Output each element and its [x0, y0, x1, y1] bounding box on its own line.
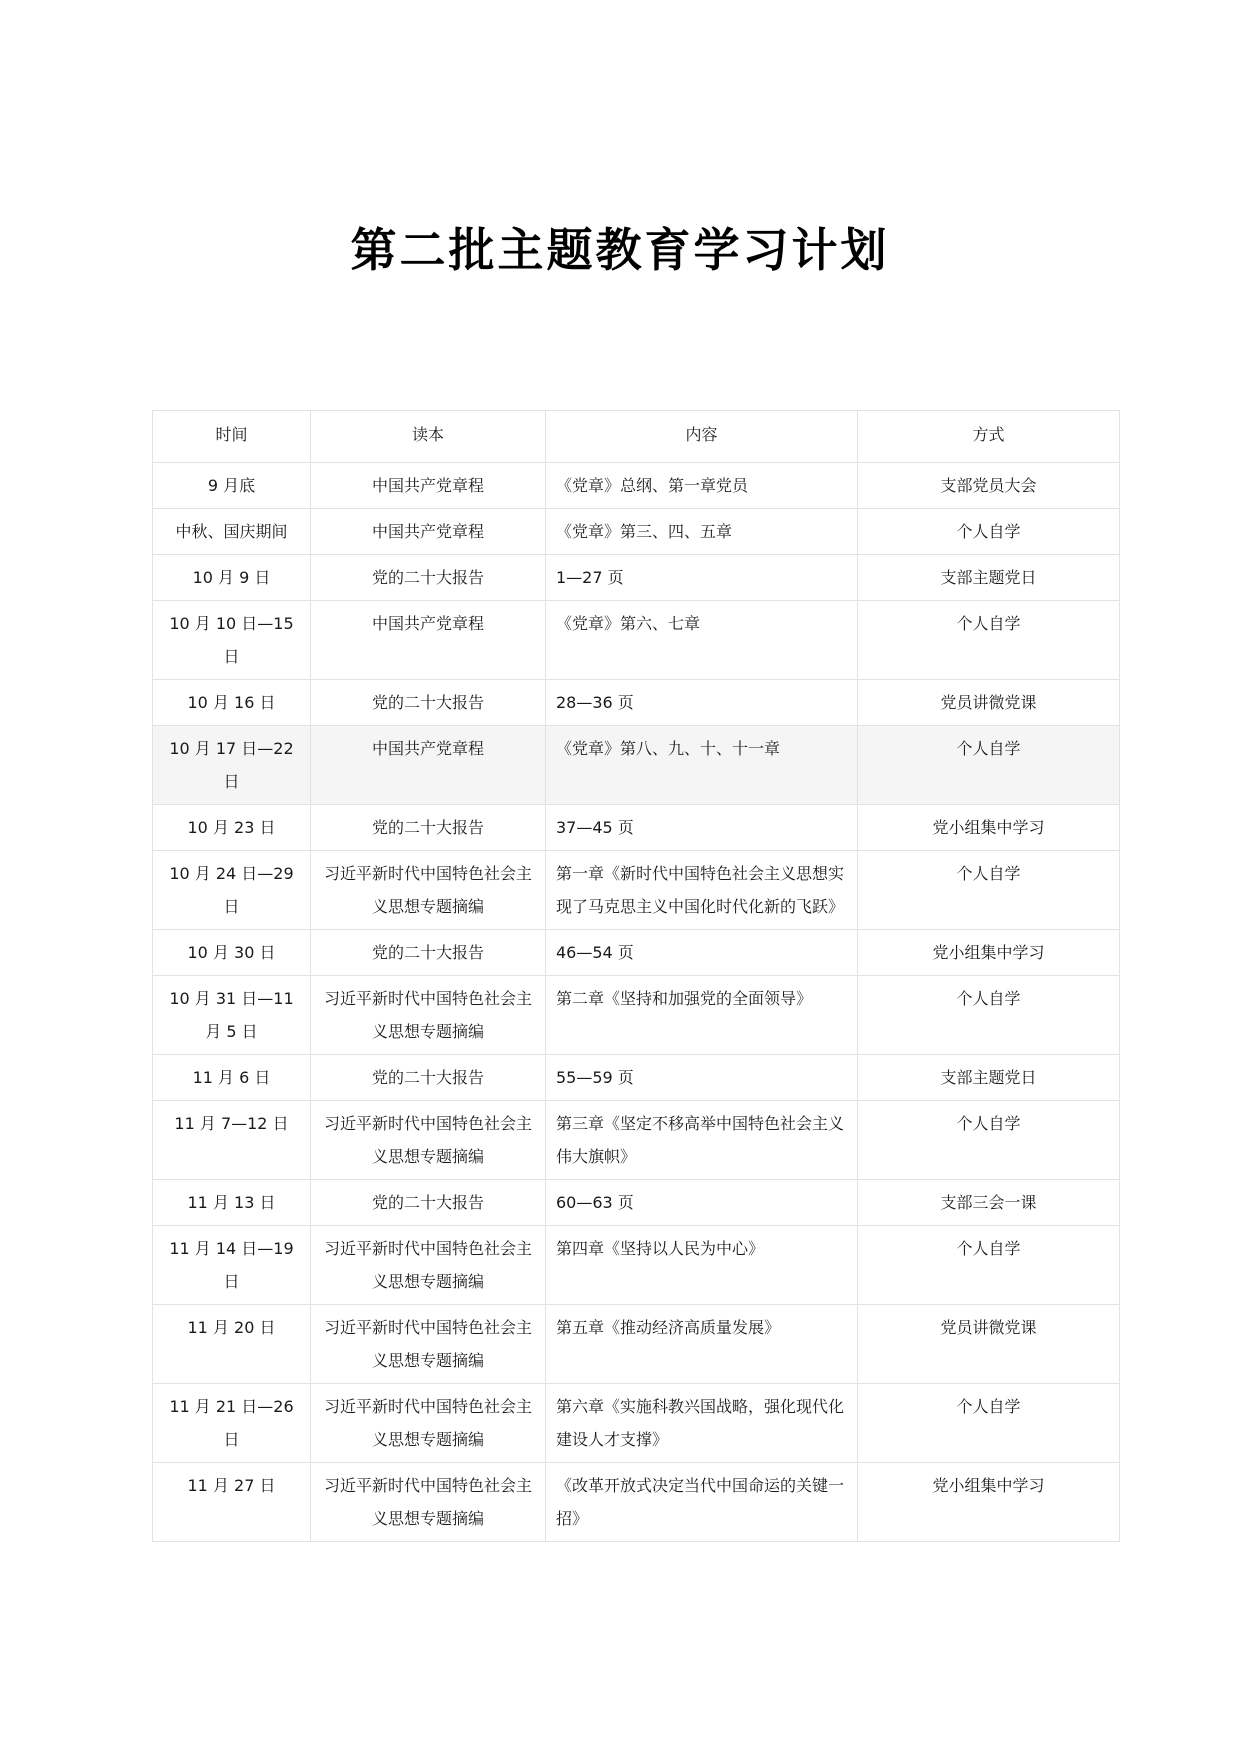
cell-time: 10 月 30 日 [153, 930, 311, 976]
cell-content: 《党章》总纲、第一章党员 [546, 463, 858, 509]
cell-method: 个人自学 [858, 976, 1120, 1055]
cell-book: 习近平新时代中国特色社会主义思想专题摘编 [311, 1101, 546, 1180]
cell-method: 党小组集中学习 [858, 1463, 1120, 1542]
table-row [153, 930, 1120, 976]
cell-book: 党的二十大报告 [311, 555, 546, 601]
cell-method: 党员讲微党课 [858, 1305, 1120, 1384]
cell-method: 个人自学 [858, 1226, 1120, 1305]
table-row [153, 1101, 1120, 1180]
cell-time: 10 月 16 日 [153, 680, 311, 726]
cell-content: 《改革开放式决定当代中国命运的关键一招》 [546, 1463, 858, 1542]
cell-method: 个人自学 [858, 851, 1120, 930]
cell-book: 习近平新时代中国特色社会主义思想专题摘编 [311, 1384, 546, 1463]
cell-time: 中秋、国庆期间 [153, 509, 311, 555]
table-row [153, 805, 1120, 851]
cell-method: 支部党员大会 [858, 463, 1120, 509]
header-time: 时间 [153, 411, 311, 463]
cell-time: 9 月底 [153, 463, 311, 509]
table-row [153, 726, 1120, 805]
cell-content: 第五章《推动经济高质量发展》 [546, 1305, 858, 1384]
cell-book: 习近平新时代中国特色社会主义思想专题摘编 [311, 1305, 546, 1384]
cell-time: 11 月 21 日—26 日 [153, 1384, 311, 1463]
cell-method: 个人自学 [858, 1384, 1120, 1463]
cell-time: 11 月 6 日 [153, 1055, 311, 1101]
cell-time: 11 月 13 日 [153, 1180, 311, 1226]
cell-book: 习近平新时代中国特色社会主义思想专题摘编 [311, 851, 546, 930]
study-plan-table [152, 410, 1120, 1542]
cell-content: 55—59 页 [546, 1055, 858, 1101]
table-row [153, 680, 1120, 726]
cell-book: 党的二十大报告 [311, 930, 546, 976]
cell-book: 习近平新时代中国特色社会主义思想专题摘编 [311, 976, 546, 1055]
cell-time: 11 月 20 日 [153, 1305, 311, 1384]
table-header-row [153, 411, 1120, 463]
cell-method: 个人自学 [858, 601, 1120, 680]
cell-content: 第三章《坚定不移高举中国特色社会主义伟大旗帜》 [546, 1101, 858, 1180]
header-content: 内容 [546, 411, 858, 463]
cell-book: 习近平新时代中国特色社会主义思想专题摘编 [311, 1463, 546, 1542]
cell-content: 46—54 页 [546, 930, 858, 976]
table-row [153, 1384, 1120, 1463]
cell-time: 10 月 24 日—29 日 [153, 851, 311, 930]
table-body [153, 463, 1120, 1542]
cell-time: 10 月 23 日 [153, 805, 311, 851]
cell-time: 10 月 31 日—11 月 5 日 [153, 976, 311, 1055]
cell-book: 党的二十大报告 [311, 1180, 546, 1226]
cell-content: 《党章》第八、九、十、十一章 [546, 726, 858, 805]
table-row [153, 509, 1120, 555]
table-row [153, 1305, 1120, 1384]
cell-method: 党小组集中学习 [858, 930, 1120, 976]
cell-method: 个人自学 [858, 726, 1120, 805]
table-row [153, 555, 1120, 601]
cell-method: 个人自学 [858, 509, 1120, 555]
table-row [153, 463, 1120, 509]
table-row [153, 1055, 1120, 1101]
cell-content: 《党章》第三、四、五章 [546, 509, 858, 555]
cell-time: 10 月 9 日 [153, 555, 311, 601]
cell-book: 中国共产党章程 [311, 726, 546, 805]
cell-content: 第四章《坚持以人民为中心》 [546, 1226, 858, 1305]
cell-method: 支部主题党日 [858, 1055, 1120, 1101]
cell-method: 个人自学 [858, 1101, 1120, 1180]
header-book: 读本 [311, 411, 546, 463]
cell-content: 1—27 页 [546, 555, 858, 601]
cell-content: 第二章《坚持和加强党的全面领导》 [546, 976, 858, 1055]
cell-method: 党小组集中学习 [858, 805, 1120, 851]
cell-method: 支部主题党日 [858, 555, 1120, 601]
cell-time: 11 月 14 日—19 日 [153, 1226, 311, 1305]
cell-time: 10 月 17 日—22 日 [153, 726, 311, 805]
cell-book: 党的二十大报告 [311, 805, 546, 851]
cell-content: 第六章《实施科教兴国战略，强化现代化建设人才支撑》 [546, 1384, 858, 1463]
cell-content: 《党章》第六、七章 [546, 601, 858, 680]
cell-book: 中国共产党章程 [311, 509, 546, 555]
cell-time: 11 月 27 日 [153, 1463, 311, 1542]
cell-book: 中国共产党章程 [311, 601, 546, 680]
cell-content: 28—36 页 [546, 680, 858, 726]
cell-book: 中国共产党章程 [311, 463, 546, 509]
table-row [153, 601, 1120, 680]
cell-time: 11 月 7—12 日 [153, 1101, 311, 1180]
table-row [153, 976, 1120, 1055]
cell-content: 第一章《新时代中国特色社会主义思想实现了马克思主义中国化时代化新的飞跃》 [546, 851, 858, 930]
cell-book: 习近平新时代中国特色社会主义思想专题摘编 [311, 1226, 546, 1305]
table-row [153, 1180, 1120, 1226]
cell-content: 37—45 页 [546, 805, 858, 851]
table-row [153, 851, 1120, 930]
cell-method: 支部三会一课 [858, 1180, 1120, 1226]
table-row [153, 1226, 1120, 1305]
cell-book: 党的二十大报告 [311, 1055, 546, 1101]
cell-book: 党的二十大报告 [311, 680, 546, 726]
header-method: 方式 [858, 411, 1120, 463]
page-title: 第二批主题教育学习计划 [350, 223, 890, 277]
table-row [153, 1463, 1120, 1542]
cell-method: 党员讲微党课 [858, 680, 1120, 726]
cell-content: 60—63 页 [546, 1180, 858, 1226]
cell-time: 10 月 10 日—15 日 [153, 601, 311, 680]
